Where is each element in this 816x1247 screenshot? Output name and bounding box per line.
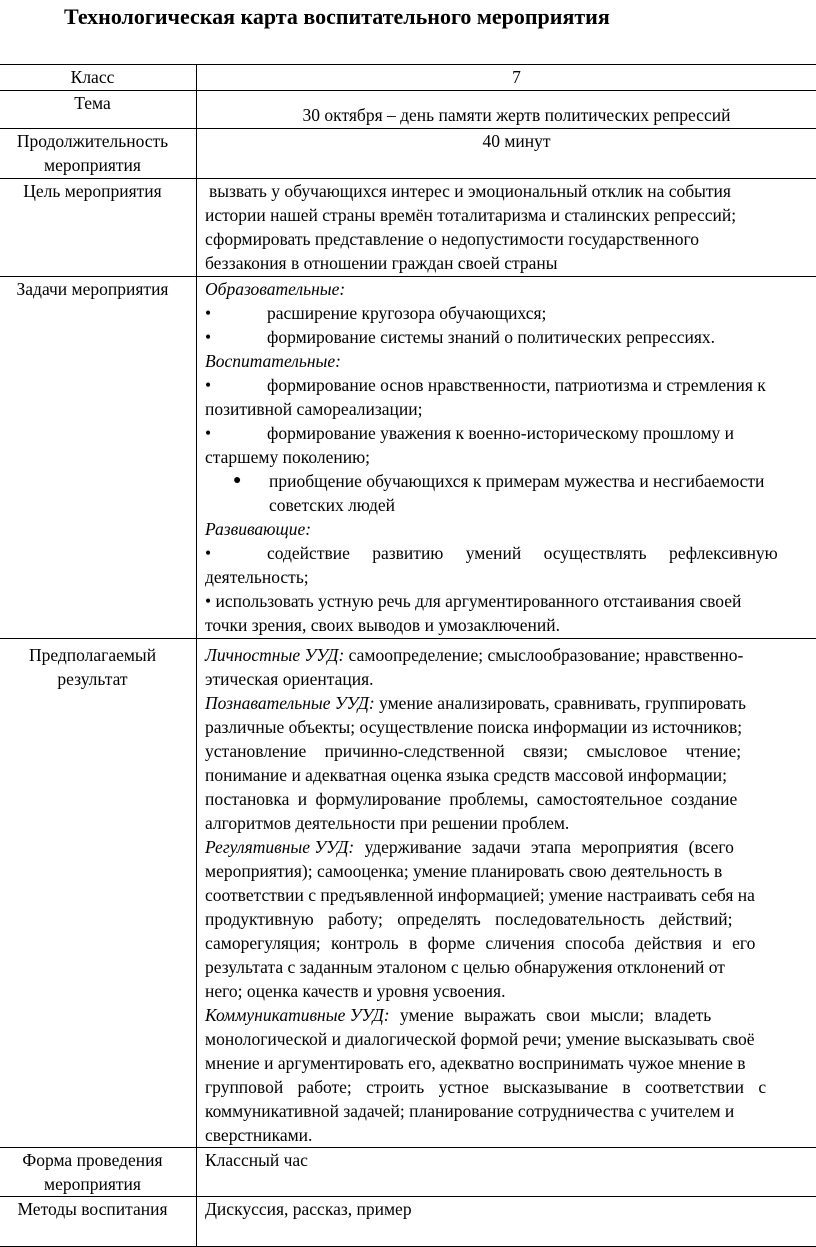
bullet-icon: • [205,373,267,397]
result-line [205,859,816,883]
result-communicative-heading: Коммуникативные УУД: [205,1005,390,1025]
goal-line-text: вызвать у обучающихся интерес и эмоциональный отклик на события [209,179,731,203]
result-cognitive-text: умение анализировать, сравнивать, группировать [375,693,746,713]
result-line [205,739,816,763]
bullet-icon: • [205,421,267,445]
result-line-text: коммуникативной задачей; планирование сотрудничества с учителем и [205,1099,734,1123]
tasks-educational-heading: Образовательные: [205,277,816,301]
result-line [205,907,816,931]
result-line [205,931,816,955]
result-line: алгоритмов деятельности при решении проблем. [205,811,816,835]
label-duration-l1: Продолжительность [0,129,194,153]
label-class: Класс [0,65,197,91]
list-item [205,301,816,325]
result-regulatory-text: удерживание задачи этапа мероприятия (всего [354,837,734,857]
row-result [0,639,816,1148]
result-line-text: понимание и адекватная оценка языка средств массовой информации; [205,763,727,787]
tasks-upbringing-heading: Воспитательные: [205,349,816,373]
result-line-text: постановка и формулирование проблемы, самостоятельное создание [205,787,737,811]
goal-line [205,251,816,275]
result-line-text: мнение и аргументировать его, адекватно воспринимать чужое мнение в [205,1051,746,1075]
list-item: • использовать устную речь для аргументированного отстаивания своей [205,589,816,613]
value-topic: 30 октября – день памяти жертв политических репрессий [197,91,816,129]
result-line: сверстниками. [205,1123,816,1147]
result-line-text: результата с заданным эталоном с целью обнаружения отклонений от [205,955,725,979]
list-item-text: формирование системы знаний о политических репрессиях. [267,325,715,349]
list-item-cont: позитивной самореализации; [205,397,816,421]
result-line [205,715,816,739]
list-item-cont: советских людей [205,493,816,517]
result-line [205,1075,816,1099]
value-result [197,639,816,1148]
label-duration-l2: мероприятия [0,153,194,177]
list-item-cont: старшему поколению; [205,445,816,469]
goal-line-text: истории нашей страны времён тоталитаризма и сталинских репрессий; [205,203,736,227]
value-form: Классный час [197,1148,816,1197]
goal-line-text: сформировать представление о недопустимости государственного [205,227,699,251]
label-result [0,639,197,1148]
list-item [205,469,816,493]
label-result-l1: Предполагаемый [0,643,194,667]
label-topic: Тема [0,91,197,129]
tasks-developing-heading: Развивающие: [205,517,816,541]
row-class [0,65,816,91]
label-goal: Цель мероприятия [0,179,197,277]
result-personal-heading: Личностные УУД: [205,645,344,665]
bullet-icon: • [205,541,267,565]
result-line-text: саморегуляция; контроль в форме сличения способа действия и его [205,931,755,955]
bullet-icon: • [205,301,267,325]
result-communicative-text: умение выражать свои мысли; владеть [390,1005,712,1025]
result-cognitive [205,691,816,715]
tech-map-table [0,64,816,1247]
row-duration [0,129,816,179]
result-line-text: различные объекты; осуществление поиска информации из источников; [205,715,742,739]
label-form-l2: мероприятия [0,1172,194,1196]
list-item-text: приобщение обучающихся к примерам мужества и несгибаемости [269,469,764,493]
goal-line [205,227,816,251]
list-item-cont: деятельность; [205,565,816,589]
bullet-icon: • [205,325,267,349]
result-line [205,1027,816,1051]
list-item [205,421,816,445]
row-topic [0,91,816,129]
list-item-text: формирование основ нравственности, патриотизма и стремления к [267,373,766,397]
row-form [0,1148,816,1197]
result-line [205,1099,816,1123]
result-line-text: продуктивную работу; определять последовательность действий; [205,907,732,931]
goal-line [205,203,816,227]
value-methods: Дискуссия, рассказ, пример [197,1197,816,1247]
result-regulatory-heading: Регулятивные УУД: [205,837,354,857]
result-personal-cont: этическая ориентация. [205,667,816,691]
result-line-text: мероприятия); самооценка; умение планировать свою деятельность в [205,859,722,883]
result-line: него; оценка качеств и уровня усвоения. [205,979,816,1003]
list-item-text: расширение кругозора обучающихся; [267,301,546,325]
result-line [205,763,816,787]
label-result-l2: результат [0,667,194,691]
goal-line-text: беззакония в отношении граждан своей страны [205,251,557,275]
result-line-text: установление причинно-следственной связи; смысловое чтение; [205,739,741,763]
list-item-text: содействие развитию умений осуществлять рефлексивную [267,541,778,565]
row-goal [0,179,816,277]
result-personal-text: самоопределение; смыслообразование; нравственно- [344,645,743,665]
list-item-cont: точки зрения, своих выводов и умозаключений. [205,613,816,637]
label-tasks: Задачи мероприятия [0,277,197,639]
result-line [205,955,816,979]
goal-line [205,179,816,203]
result-cognitive-heading: Познавательные УУД: [205,693,375,713]
bullet-dot-icon: ● [205,469,269,493]
value-duration: 40 минут [197,129,816,179]
result-line [205,787,816,811]
list-item-text: формирование уважения к военно-историческому прошлому и [267,421,734,445]
list-item [205,373,816,397]
page-title: Технологическая карта воспитательного мероприятия [64,4,610,30]
result-personal [205,643,816,667]
label-methods: Методы воспитания [0,1197,197,1247]
value-goal [197,179,816,277]
result-communicative [205,1003,816,1027]
result-line-text: групповой работе; строить устное высказывание в соответствии с [205,1075,766,1099]
label-form [0,1148,197,1197]
result-line [205,1051,816,1075]
list-item [205,541,816,565]
value-tasks [197,277,816,639]
value-class: 7 [197,65,816,91]
result-line-text: монологической и диалогической формой речи; умение высказывать своё [205,1027,755,1051]
row-methods [0,1197,816,1247]
result-regulatory [205,835,816,859]
row-tasks [0,277,816,639]
result-line [205,883,816,907]
label-form-l1: Форма проведения [0,1148,194,1172]
list-item [205,325,816,349]
label-duration [0,129,197,179]
result-line-text: соответствии с предъявленной информацией; умение настраивать себя на [205,883,755,907]
